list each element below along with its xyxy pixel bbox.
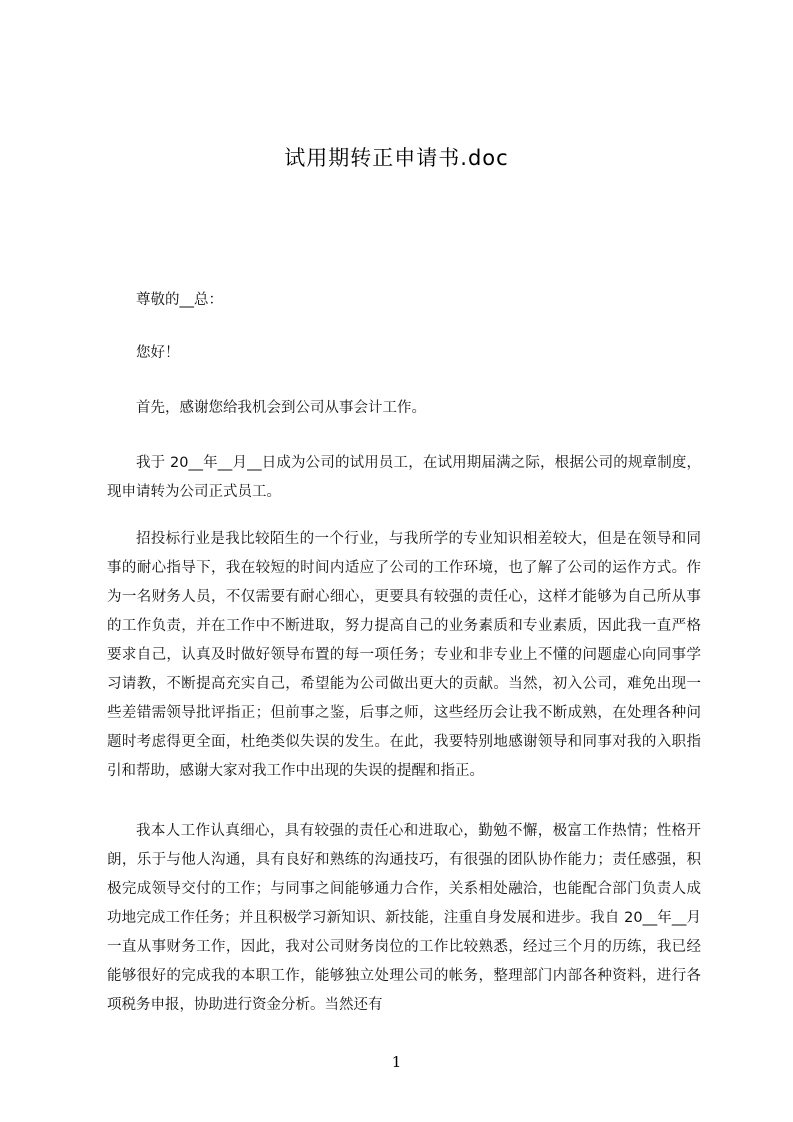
document-title: 试用期转正申请书.doc: [284, 146, 509, 170]
paragraph-3: 招投标行业是我比较陌生的一个行业，与我所学的专业知识相差较大，但是在领导和同事的耐心指导下，我在较短的时间内适应了公司的工作环境，也了解了公司的运作方式。作为一名财务人员，不仅需要有耐心细心，更要具有较强的责任心，这样才能够为自己所从事的工作负责，并在工作中不断进取，努力提高自己的业务素质和专业素质，因此我一直严格要求自己，认真及时做好领导布置的每一项任务；专业和非专业上不懂的问题虚心向同事学习请教，不断提高充实自己，希望能为公司做出更大的贡献。当然，初入公司，难免出现一些差错需领导批评指正；但前事之鉴，后事之师，这些经历会让我不断成熟，在处理各种问题时考虑得更全面，杜绝类似失误的发生。在此，我要特别地感谢领导和同事对我的入职指引和帮助，感谢大家对我工作中出现的失误的提醒和指正。: [107, 531, 701, 779]
greeting: 您好！: [136, 345, 180, 361]
paragraph-4: 我本人工作认真细心，具有较强的责任心和进取心，勤勉不懈，极富工作热情；性格开朗，乐于与他人沟通，具有良好和熟练的沟通技巧，有很强的团队协作能力；责任感强，积极完成领导交付的工作；与同事之间能够通力合作，关系相处融洽，也能配合部门负责人成功地完成工作任务；并且积极学习新知识、新技能，注重自身发展和进步。我自 20__年__月一直从事财务工作，因此，我对公司财务岗位的工作比较熟悉，经过三个月的历练，我已经能够很好的完成我的本职工作，能够独立处理公司的帐务，整理部门内部各种资料，进行各项税务申报，协助进行资金分析。当然还有: [107, 823, 701, 1013]
paragraph-1: 首先，感谢您给我机会到公司从事会计工作。: [136, 400, 426, 416]
page-number: 1: [391, 1053, 402, 1071]
salutation: 尊敬的__总：: [136, 292, 223, 308]
paragraph-2: 我于 20__年__月__日成为公司的试用员工，在试用期届满之际，根据公司的规章制度，现申请转为公司正式员工。: [107, 455, 701, 500]
